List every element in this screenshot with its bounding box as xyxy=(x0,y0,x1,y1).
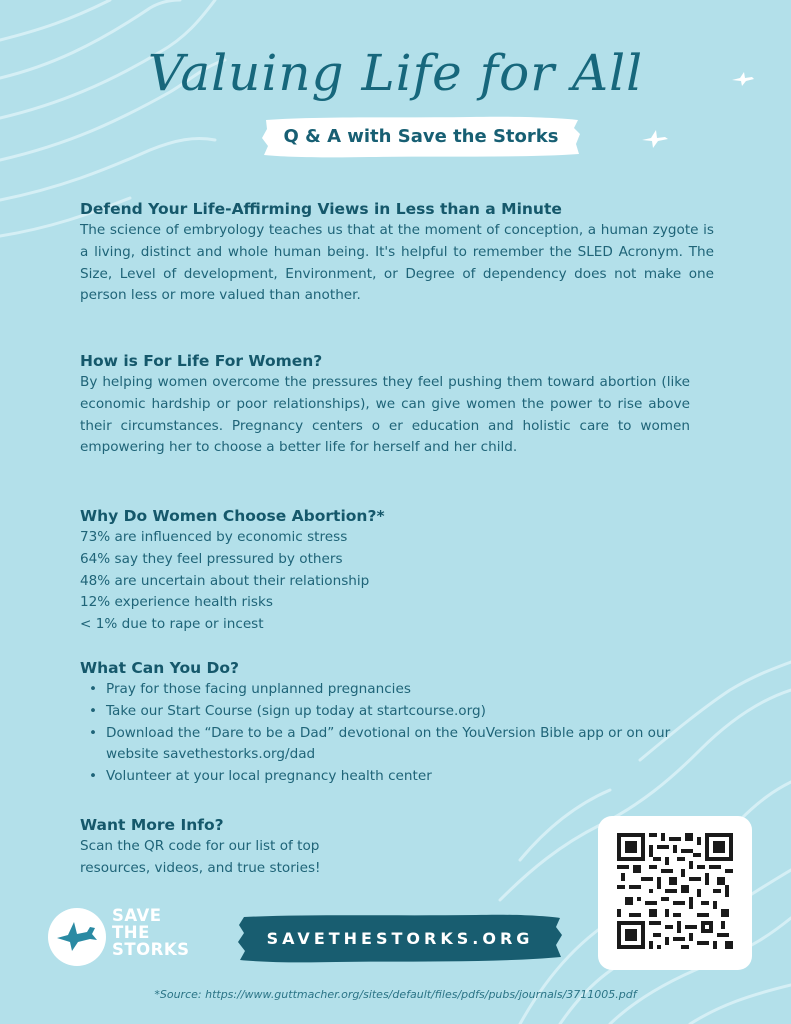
stork-icon xyxy=(640,128,670,152)
section-why-abortion xyxy=(80,505,714,636)
page-subtitle: Q & A with Save the Storks xyxy=(283,126,559,147)
section-heading: Why Do Women Choose Abortion?* xyxy=(80,507,385,525)
stat-line: 48% are uncertain about their relationship xyxy=(80,572,370,589)
section-body-line: resources, videos, and true stories! xyxy=(80,859,321,876)
qr-code-icon xyxy=(617,833,733,949)
section-more-info xyxy=(80,814,480,880)
section-what-can-you-do xyxy=(80,657,714,788)
list-item: • Volunteer at your local pregnancy health center xyxy=(106,766,714,788)
source-footnote: *Source: https://www.guttmacher.org/sites/default/files/pdfs/pubs/journals/3711005.pdf xyxy=(154,988,637,1001)
section-body: The science of embryology teaches us that at the moment of conception, a human zygote is a living, distinct and whole human being. It's helpful to remember the SLED Acronym. The Size, Level of development, Environment, or Degree of dependency does not make one person less or more valued than another. xyxy=(80,222,714,304)
section-heading: Defend Your Life-Affirming Views in Less than a Minute xyxy=(80,200,562,218)
section-heading: How is For Life For Women? xyxy=(80,352,323,370)
qr-code-card[interactable] xyxy=(598,816,752,970)
logo-line: STORKS xyxy=(112,940,190,959)
action-list xyxy=(80,679,714,788)
section-heading: Want More Info? xyxy=(80,816,224,834)
stork-icon xyxy=(54,918,100,956)
stat-line: 64% say they feel pressured by others xyxy=(80,550,343,567)
save-the-storks-logo xyxy=(48,906,208,968)
section-body-line: Scan the QR code for our list of top xyxy=(80,838,320,854)
stat-line: 73% are influenced by economic stress xyxy=(80,529,348,545)
list-item: • Download the “Dare to be a Dad” devotional on the YouVersion Bible app or on our website savethestorks.org/dad xyxy=(106,723,696,767)
logo-mark xyxy=(48,908,106,966)
logo-wordmark xyxy=(112,907,190,958)
stat-line: < 1% due to rape or incest xyxy=(80,616,264,633)
stork-icon xyxy=(730,70,756,90)
section-body: By helping women overcome the pressures they feel pushing them toward abortion (like economic hardship or poor relationships), we can give women the power to rise above their circumstances. Pregnancy centers o er education and holistic care to women empowering her to choose a better life for herself and her child. xyxy=(80,374,690,456)
section-heading: What Can You Do? xyxy=(80,659,240,677)
section-for-women xyxy=(80,350,714,459)
list-item: • Pray for those facing unplanned pregnancies xyxy=(106,679,714,701)
website-link[interactable]: SAVETHESTORKS.ORG xyxy=(266,929,534,948)
list-item: • Take our Start Course (sign up today at startcourse.org) xyxy=(106,701,714,723)
subtitle-banner xyxy=(260,114,582,160)
logo-line: SAVE xyxy=(112,906,162,925)
section-defend xyxy=(80,198,714,307)
website-banner[interactable] xyxy=(236,911,564,967)
logo-line: THE xyxy=(112,923,150,942)
stat-line: 12% experience health risks xyxy=(80,594,273,611)
page-title: Valuing Life for All xyxy=(147,44,644,102)
